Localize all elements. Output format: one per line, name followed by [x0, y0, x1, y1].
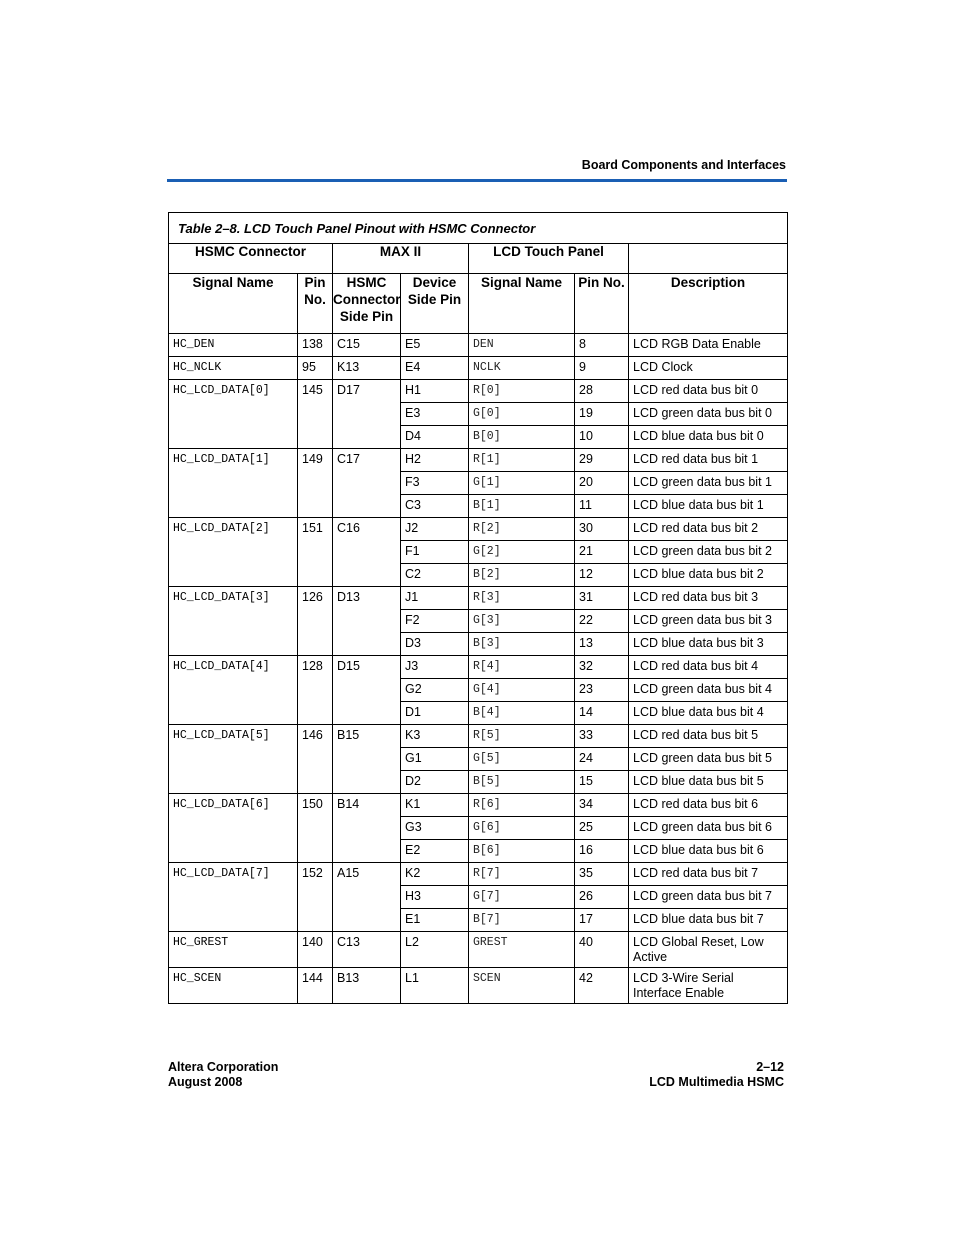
hsmc-signal-name: HC_SCEN	[169, 968, 298, 1004]
device-side-pin: F3	[401, 472, 469, 495]
device-side-pin: D4	[401, 426, 469, 449]
lcd-signal-name: GREST	[469, 932, 575, 968]
device-side-pin: E5	[401, 334, 469, 357]
footer-left	[168, 1060, 278, 1090]
lcd-signal-name: B[0]	[469, 426, 575, 449]
lcd-pin-no: 42	[575, 968, 629, 1004]
device-side-pin: E4	[401, 357, 469, 380]
hsmc-signal-name: HC_LCD_DATA[0]	[169, 380, 298, 449]
lcd-signal-name: G[4]	[469, 679, 575, 702]
hsmc-connector-side-pin: D15	[333, 656, 401, 725]
hsmc-signal-name: HC_LCD_DATA[5]	[169, 725, 298, 794]
footer-company: Altera Corporation	[168, 1060, 279, 1074]
lcd-pin-no: 28	[575, 380, 629, 403]
table-row	[169, 863, 788, 886]
footer-date: August 2008	[168, 1075, 243, 1089]
table-row	[169, 357, 788, 380]
hsmc-pin-no: 128	[298, 656, 333, 725]
lcd-pin-no: 29	[575, 449, 629, 472]
lcd-pin-no: 14	[575, 702, 629, 725]
section-title: Board Components and Interfaces	[581, 158, 786, 172]
lcd-pin-no: 17	[575, 909, 629, 932]
lcd-signal-name: R[6]	[469, 794, 575, 817]
description: LCD green data bus bit 1	[629, 472, 788, 495]
lcd-signal-name: G[6]	[469, 817, 575, 840]
hsmc-pin-no: 150	[298, 794, 333, 863]
lcd-signal-name: R[2]	[469, 518, 575, 541]
lcd-signal-name: DEN	[469, 334, 575, 357]
table-body	[169, 334, 788, 1004]
table-row	[169, 968, 788, 1004]
lcd-signal-name: B[5]	[469, 771, 575, 794]
device-side-pin: J1	[401, 587, 469, 610]
device-side-pin: F1	[401, 541, 469, 564]
hsmc-connector-side-pin: C13	[333, 932, 401, 968]
lcd-signal-name: R[0]	[469, 380, 575, 403]
hsmc-connector-side-pin: A15	[333, 863, 401, 932]
description: LCD red data bus bit 5	[629, 725, 788, 748]
lcd-pin-no: 9	[575, 357, 629, 380]
col-header-hsmc-side-pin: HSMC Connector Side Pin	[333, 274, 401, 334]
hsmc-connector-side-pin: C17	[333, 449, 401, 518]
device-side-pin: H2	[401, 449, 469, 472]
lcd-signal-name: B[3]	[469, 633, 575, 656]
footer-page-number: 2–12	[756, 1060, 784, 1074]
header-rule	[167, 179, 787, 182]
description: LCD red data bus bit 4	[629, 656, 788, 679]
hsmc-pin-no: 145	[298, 380, 333, 449]
hsmc-connector-side-pin: D17	[333, 380, 401, 449]
col-header-pin-no: Pin No.	[298, 274, 333, 334]
lcd-signal-name: R[4]	[469, 656, 575, 679]
description: LCD blue data bus bit 5	[629, 771, 788, 794]
hsmc-connector-side-pin: C15	[333, 334, 401, 357]
hsmc-connector-side-pin: K13	[333, 357, 401, 380]
description: LCD green data bus bit 2	[629, 541, 788, 564]
hsmc-pin-no: 138	[298, 334, 333, 357]
lcd-pin-no: 23	[575, 679, 629, 702]
lcd-pin-no: 15	[575, 771, 629, 794]
hsmc-signal-name: HC_GREST	[169, 932, 298, 968]
device-side-pin: L1	[401, 968, 469, 1004]
description: LCD blue data bus bit 2	[629, 564, 788, 587]
lcd-pin-no: 35	[575, 863, 629, 886]
device-side-pin: K3	[401, 725, 469, 748]
device-side-pin: G2	[401, 679, 469, 702]
device-side-pin: J2	[401, 518, 469, 541]
col-header-lcd-signal-name: Signal Name	[469, 274, 575, 334]
lcd-pin-no: 40	[575, 932, 629, 968]
device-side-pin: L2	[401, 932, 469, 968]
table-row	[169, 334, 788, 357]
lcd-pin-no: 34	[575, 794, 629, 817]
hsmc-connector-side-pin: D13	[333, 587, 401, 656]
footer-right	[649, 1060, 784, 1090]
hsmc-signal-name: HC_LCD_DATA[6]	[169, 794, 298, 863]
lcd-pin-no: 16	[575, 840, 629, 863]
hsmc-pin-no: 152	[298, 863, 333, 932]
device-side-pin: K2	[401, 863, 469, 886]
lcd-pin-no: 26	[575, 886, 629, 909]
device-side-pin: D1	[401, 702, 469, 725]
hsmc-connector-side-pin: B13	[333, 968, 401, 1004]
hsmc-pin-no: 149	[298, 449, 333, 518]
description: LCD green data bus bit 6	[629, 817, 788, 840]
group-header-max2: MAX II	[333, 244, 469, 274]
lcd-pin-no: 20	[575, 472, 629, 495]
col-header-device-side-pin: Device Side Pin	[401, 274, 469, 334]
lcd-signal-name: G[1]	[469, 472, 575, 495]
description: LCD green data bus bit 4	[629, 679, 788, 702]
hsmc-pin-no: 126	[298, 587, 333, 656]
device-side-pin: C2	[401, 564, 469, 587]
description: LCD red data bus bit 6	[629, 794, 788, 817]
description: LCD Global Reset, Low Active	[629, 932, 788, 968]
col-header-description: Description	[629, 274, 788, 334]
lcd-signal-name: G[0]	[469, 403, 575, 426]
device-side-pin: D2	[401, 771, 469, 794]
description: LCD green data bus bit 7	[629, 886, 788, 909]
table-row	[169, 380, 788, 403]
hsmc-signal-name: HC_LCD_DATA[1]	[169, 449, 298, 518]
table-row	[169, 656, 788, 679]
description: LCD blue data bus bit 7	[629, 909, 788, 932]
lcd-pin-no: 31	[575, 587, 629, 610]
lcd-signal-name: R[5]	[469, 725, 575, 748]
lcd-signal-name: R[7]	[469, 863, 575, 886]
hsmc-signal-name: HC_LCD_DATA[2]	[169, 518, 298, 587]
hsmc-signal-name: HC_NCLK	[169, 357, 298, 380]
lcd-pin-no: 13	[575, 633, 629, 656]
device-side-pin: K1	[401, 794, 469, 817]
device-side-pin: G3	[401, 817, 469, 840]
device-side-pin: E1	[401, 909, 469, 932]
device-side-pin: E2	[401, 840, 469, 863]
lcd-signal-name: B[4]	[469, 702, 575, 725]
device-side-pin: H1	[401, 380, 469, 403]
hsmc-connector-side-pin: B15	[333, 725, 401, 794]
hsmc-signal-name: HC_LCD_DATA[7]	[169, 863, 298, 932]
description: LCD blue data bus bit 3	[629, 633, 788, 656]
lcd-signal-name: G[7]	[469, 886, 575, 909]
lcd-signal-name: G[5]	[469, 748, 575, 771]
description: LCD red data bus bit 7	[629, 863, 788, 886]
lcd-pin-no: 11	[575, 495, 629, 518]
lcd-signal-name: B[7]	[469, 909, 575, 932]
lcd-pin-no: 10	[575, 426, 629, 449]
lcd-pin-no: 33	[575, 725, 629, 748]
lcd-signal-name: B[2]	[469, 564, 575, 587]
table-caption: Table 2–8. LCD Touch Panel Pinout with HSMC Connector	[169, 213, 788, 244]
description: LCD green data bus bit 0	[629, 403, 788, 426]
lcd-pin-no: 12	[575, 564, 629, 587]
lcd-pin-no: 8	[575, 334, 629, 357]
hsmc-pin-no: 140	[298, 932, 333, 968]
lcd-pin-no: 24	[575, 748, 629, 771]
group-header-lcd: LCD Touch Panel	[469, 244, 629, 274]
table-row	[169, 725, 788, 748]
lcd-pin-no: 22	[575, 610, 629, 633]
device-side-pin: D3	[401, 633, 469, 656]
footer-product: LCD Multimedia HSMC	[649, 1075, 784, 1089]
group-header-hsmc: HSMC Connector	[169, 244, 333, 274]
description: LCD red data bus bit 2	[629, 518, 788, 541]
lcd-signal-name: R[3]	[469, 587, 575, 610]
hsmc-signal-name: HC_LCD_DATA[4]	[169, 656, 298, 725]
device-side-pin: G1	[401, 748, 469, 771]
description: LCD green data bus bit 5	[629, 748, 788, 771]
hsmc-connector-side-pin: C16	[333, 518, 401, 587]
description: LCD 3-Wire Serial Interface Enable	[629, 968, 788, 1004]
lcd-signal-name: B[1]	[469, 495, 575, 518]
description: LCD blue data bus bit 0	[629, 426, 788, 449]
lcd-signal-name: R[1]	[469, 449, 575, 472]
device-side-pin: J3	[401, 656, 469, 679]
table-row	[169, 587, 788, 610]
table-row	[169, 932, 788, 968]
lcd-pin-no: 30	[575, 518, 629, 541]
hsmc-connector-side-pin: B14	[333, 794, 401, 863]
lcd-pin-no: 19	[575, 403, 629, 426]
group-header-blank	[629, 244, 788, 274]
hsmc-pin-no: 151	[298, 518, 333, 587]
lcd-pin-no: 32	[575, 656, 629, 679]
hsmc-signal-name: HC_LCD_DATA[3]	[169, 587, 298, 656]
hsmc-signal-name: HC_DEN	[169, 334, 298, 357]
device-side-pin: C3	[401, 495, 469, 518]
lcd-signal-name: NCLK	[469, 357, 575, 380]
description: LCD blue data bus bit 1	[629, 495, 788, 518]
lcd-pin-no: 21	[575, 541, 629, 564]
lcd-signal-name: G[3]	[469, 610, 575, 633]
table-row	[169, 794, 788, 817]
description: LCD red data bus bit 0	[629, 380, 788, 403]
hsmc-pin-no: 144	[298, 968, 333, 1004]
table-row	[169, 518, 788, 541]
lcd-signal-name: SCEN	[469, 968, 575, 1004]
description: LCD RGB Data Enable	[629, 334, 788, 357]
device-side-pin: E3	[401, 403, 469, 426]
device-side-pin: F2	[401, 610, 469, 633]
col-header-lcd-pin-no: Pin No.	[575, 274, 629, 334]
lcd-pin-no: 25	[575, 817, 629, 840]
hsmc-pin-no: 95	[298, 357, 333, 380]
description: LCD blue data bus bit 4	[629, 702, 788, 725]
description: LCD green data bus bit 3	[629, 610, 788, 633]
description: LCD red data bus bit 3	[629, 587, 788, 610]
pinout-table	[168, 212, 788, 1004]
description: LCD blue data bus bit 6	[629, 840, 788, 863]
description: LCD red data bus bit 1	[629, 449, 788, 472]
lcd-signal-name: B[6]	[469, 840, 575, 863]
description: LCD Clock	[629, 357, 788, 380]
lcd-signal-name: G[2]	[469, 541, 575, 564]
device-side-pin: H3	[401, 886, 469, 909]
table-row	[169, 449, 788, 472]
hsmc-pin-no: 146	[298, 725, 333, 794]
col-header-signal-name: Signal Name	[169, 274, 298, 334]
